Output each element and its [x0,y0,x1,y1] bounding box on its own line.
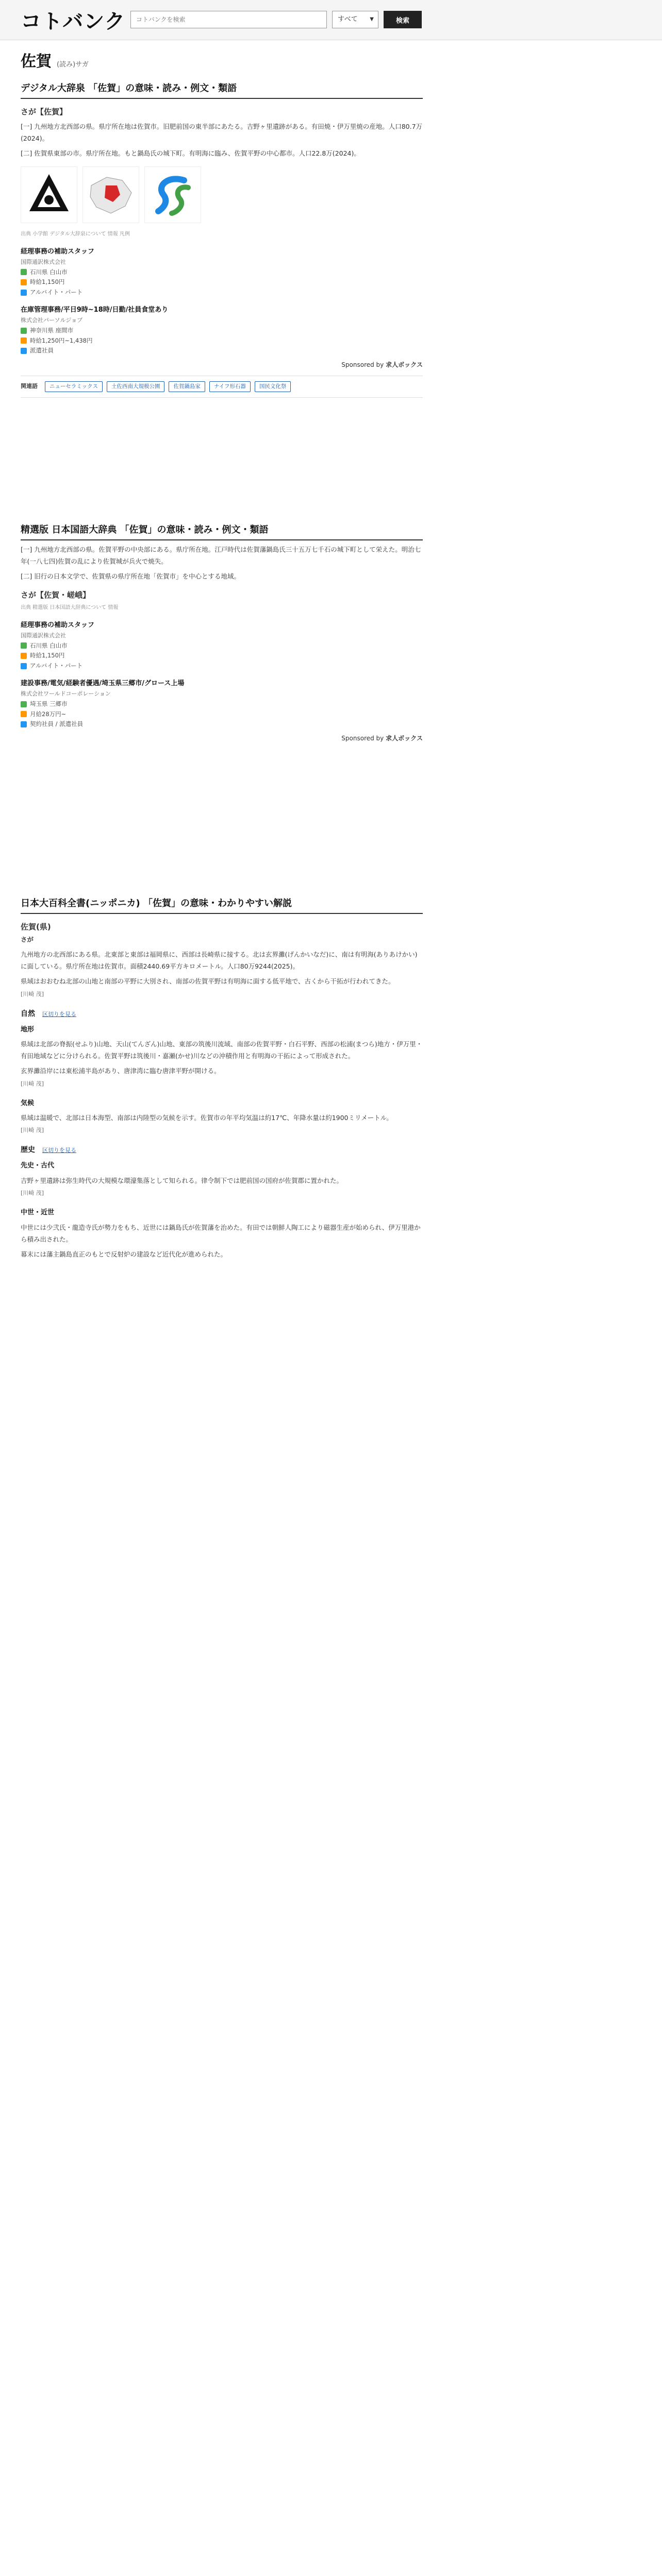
briefcase-icon [21,290,27,296]
sponsor-text: Sponsored by [341,361,384,368]
related-terms-bar [21,376,423,398]
job-type-row [21,719,423,730]
page-title [21,52,423,75]
briefcase-icon [21,721,27,727]
yen-icon [21,653,27,659]
location-pin-icon [21,642,27,649]
search-scope-select[interactable] [332,11,378,28]
nipponica-term-yomi: さが [21,936,34,943]
section-heading-nature [21,1008,423,1020]
kokugo-credit: 出典 精選版 日本国語大辞典について 情報 [21,605,119,611]
job-title[interactable]: 経理事務の補助スタッフ [21,247,95,256]
nipponica-author: [川崎 茂] [21,1127,44,1134]
location-pin-icon [21,328,27,334]
saga-map-icon [86,170,136,219]
section-heading-text: 歴史 [21,1146,35,1155]
job-type-row [21,346,423,356]
nipponica-author: [川崎 茂] [21,1080,44,1087]
related-tag[interactable]: ニューセラミックス [45,381,103,392]
ancient-paragraph: 吉野ヶ里遺跡は弥生時代の大規模な環濠集落として知られる。律令制下では肥前国の国府が佐賀郡に置かれた。 [21,1176,343,1184]
job-location: 埼玉県 三郷市 [30,700,68,708]
climate-paragraph: 県域は温暖で、北部は日本海型、南部は内陸型の気候を示す。佐賀市の年平均気温は約17℃、年降水量は約1900ミリメートル。 [21,1114,393,1122]
kokugo-paragraph-2: [二] 旧行の日本文学で、佐賀県の県庁所在地「佐賀市」を中心とする地域。 [21,572,240,581]
daijisen-heading: デジタル大辞泉 「佐賀」の意味・読み・例文・類語 [21,81,423,99]
prefecture-emblem-image[interactable] [21,166,77,223]
job-wage: 時給1,250円~1,438円 [30,336,93,344]
section-link[interactable]: 区切りを見る [42,1147,76,1154]
saga-emblem-icon [24,170,74,219]
job-wage-row [21,709,423,720]
daijisen-paragraph-1: [一] 九州地方北西部の県。県庁所在地は佐賀市。旧肥前国の東半部にあたる。吉野ヶ里遺跡がある。有田焼・伊万里焼の産地。人口80.7万(2024)。 [21,123,423,143]
job-wage-row [21,277,423,287]
nipponica-intro: 九州地方の北西部にある県。北東部と東部は福岡県に、西部は長崎県に接する。北は玄界灘(げんかいなだ)に、南は有明海(ありあけかい)に面している。県庁所在地は佐賀市。面積2440.69平方キロメートル。人口80万9244(2025)。 [21,951,418,971]
section-heading-text: 自然 [21,1009,35,1018]
kokugo-paragraph-1: [一] 九州地方北西部の県。佐賀平野の中央部にある。県庁所在地。江戸時代は佐賀藩鍋島氏三十五万七千石の城下町として栄えた。明治七年(一八七四)佐賀の乱により佐賀城が兵火で焼失。 [21,546,421,566]
job-title[interactable]: 経理事務の補助スタッフ [21,621,95,629]
job-location-row [21,699,423,709]
job-ad-card[interactable] [21,620,423,671]
page-title-yomi: (読み)サガ [57,61,89,69]
medieval-paragraph: 中世には少弐氏・龍造寺氏が勢力をもち、近世には鍋島氏が佐賀藩を治めた。有田では朝鮮人陶工により磁器生産が始められ、伊万里港から積み出された。 [21,1223,421,1243]
kokugo-section [21,523,423,744]
nipponica-heading: 日本大百科全書(ニッポニカ) 「佐賀」の意味・わかりやすい解説 [21,896,423,914]
briefcase-icon [21,348,27,354]
job-type-row [21,661,423,671]
sponsor-brand[interactable]: 求人ボックス [386,361,423,368]
job-title[interactable]: 在庫管理事務/平日9時~18時/日勤/社員食堂あり [21,306,169,314]
job-location-row [21,326,423,336]
terrain-paragraph-2: 玄界灘沿岸には東松浦半島があり、唐津湾に臨む唐津平野が開ける。 [21,1067,221,1075]
daijisen-section [21,81,423,398]
daijisen-paragraph-2: [二] 佐賀県東部の市。県庁所在地。もと鍋島氏の城下町。有明海に臨み、佐賀平野の中心都市。人口22.8万(2024)。 [21,149,360,158]
job-company: 株式会社パーソルジョブ [21,317,83,324]
job-title[interactable]: 建設事務/電気/経験者優遇/埼玉県三郷市/グロース上場 [21,680,185,688]
nipponica-author: [川崎 茂] [21,990,44,997]
job-ad-card[interactable] [21,678,423,729]
yen-icon [21,337,27,344]
job-location-row [21,641,423,651]
section-heading-history [21,1144,423,1156]
daijisen-credit: 出典 小学館 デジタル大辞泉について 情報 凡例 [21,231,130,238]
job-type: アルバイト・パート [30,662,83,669]
job-ad-card[interactable] [21,304,423,355]
location-pin-icon [21,269,27,275]
terrain-paragraph: 県域は北部の脊振(せふり)山地、天山(てんざん)山地、東部の筑後川流域、南部の佐賀平野・白石平野、西部の松浦(まつら)地方・伊万里・有田地域などに分けられる。佐賀平野は筑後川・嘉瀬(かせ)川などの沖積作用と有明海の干拓によって形成された。 [21,1040,423,1060]
nipponica-section [21,896,423,1260]
page-title-text: 佐賀 [21,53,52,71]
medieval-paragraph-2: 幕末には藩主鍋島直正のもとで反射炉の建設など近代化が進められた。 [21,1250,227,1258]
search-scope-label: すべて [338,15,358,23]
job-wage: 月給28万円~ [30,710,67,718]
search-input[interactable] [130,11,327,28]
yen-icon [21,711,27,717]
kokugo-heading: 精選版 日本国語大辞典 「佐賀」の意味・読み・例文・類語 [21,523,423,540]
job-type-row [21,287,423,298]
job-wage: 時給1,150円 [30,652,65,659]
site-logo[interactable]: コトバンク [21,10,126,33]
search-button[interactable]: 検索 [384,11,422,28]
prefecture-map-image[interactable] [82,166,139,223]
subsection-heading-terrain: 地形 [21,1025,35,1033]
page-title-area [21,52,423,75]
job-company: 国際通訳株式会社 [21,258,66,265]
subsection-heading-medieval: 中世・近世 [21,1209,55,1217]
sponsor-text: Sponsored by [341,734,384,742]
nipponica-term: 佐賀(県) [21,922,51,931]
sponsor-line [21,360,423,370]
job-wage: 時給1,150円 [30,278,65,286]
yen-icon [21,279,27,285]
job-wage-row [21,336,423,346]
saga-symbol-icon [148,170,197,219]
related-tag[interactable]: 国民文化祭 [255,381,291,392]
subsection-heading-ancient: 先史・古代 [21,1162,55,1170]
job-location: 石川県 白山市 [30,268,68,276]
job-location: 石川県 白山市 [30,641,68,649]
related-tag[interactable]: 佐賀鍋島家 [169,381,205,392]
related-tag[interactable]: ナイフ形石器 [209,381,251,392]
prefecture-symbol-image[interactable] [144,166,201,223]
job-location-row [21,267,423,278]
section-link[interactable]: 区切りを見る [42,1010,76,1018]
daijisen-term: さが【佐賀】 [21,107,68,116]
emblem-gallery [21,166,423,227]
job-type: 契約社員 / 派遣社員 [30,720,84,728]
chevron-down-icon: ▼ [370,16,374,22]
subsection-heading-climate: 気候 [21,1099,35,1107]
job-company: 株式会社ワールドコーポレーション [21,690,111,698]
nipponica-intro-2: 県域はおおむね北部の山地と南部の平野に大別され、南部の佐賀平野は有明海に面する低平地で、古くから干拓が行われてきた。 [21,977,395,986]
job-type: アルバイト・パート [30,288,83,296]
briefcase-icon [21,663,27,669]
job-company: 国際通訳株式会社 [21,632,66,639]
job-type: 派遣社員 [30,347,54,354]
job-ad-card[interactable] [21,246,423,297]
kokugo-term-2: さが【佐賀・嵯峨】 [21,590,91,600]
sponsor-brand[interactable]: 求人ボックス [386,734,423,742]
job-wage-row [21,651,423,661]
site-header [0,0,662,40]
sponsor-line [21,734,423,744]
job-location: 神奈川県 座間市 [30,327,74,334]
related-terms-label: 関連語 [21,383,38,390]
location-pin-icon [21,701,27,707]
related-tag[interactable]: 土佐西南大規模公園 [107,381,165,392]
nipponica-author: [川崎 茂] [21,1190,44,1197]
